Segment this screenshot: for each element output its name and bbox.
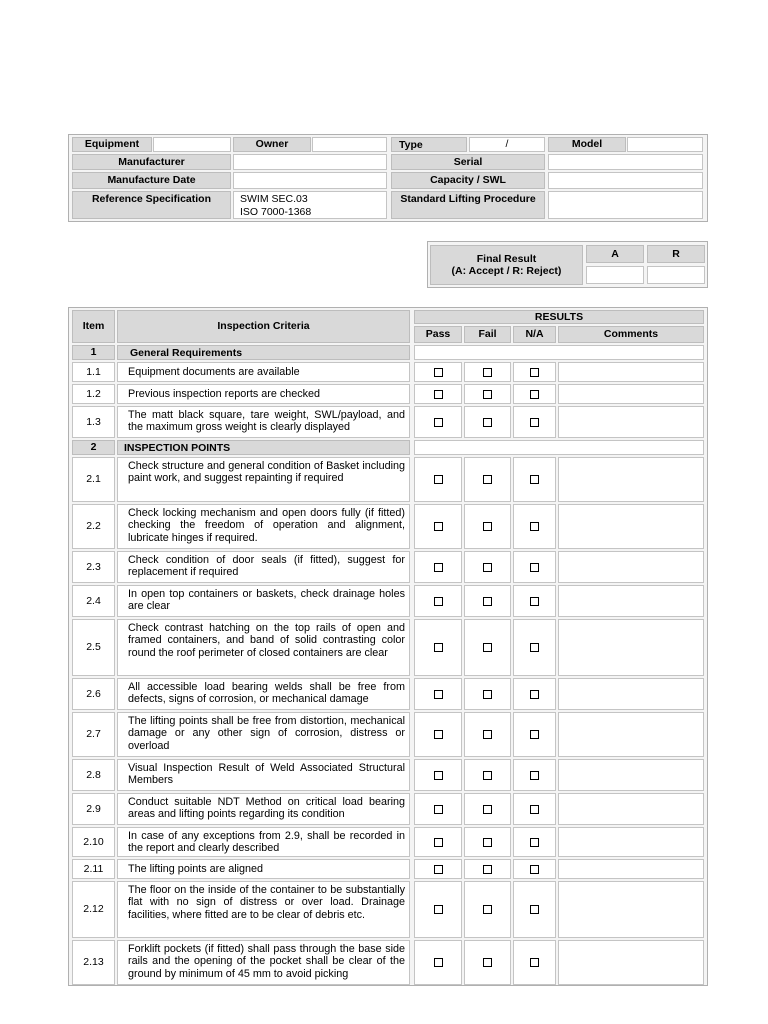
checkbox-icon[interactable] bbox=[530, 690, 539, 699]
checkbox-icon[interactable] bbox=[434, 905, 443, 914]
owner-label: Owner bbox=[233, 137, 311, 152]
checkbox-icon[interactable] bbox=[483, 805, 492, 814]
fail-checkbox[interactable] bbox=[464, 881, 511, 938]
criteria-text: The matt black square, tare weight, SWL/payload, and the maximum gross weight is clearly displayed bbox=[117, 406, 410, 438]
final-result-title: Final Result bbox=[476, 252, 537, 265]
checkbox-icon[interactable] bbox=[483, 418, 492, 427]
checkbox-icon[interactable] bbox=[530, 390, 539, 399]
checkbox-icon[interactable] bbox=[434, 805, 443, 814]
item-number: 1.3 bbox=[72, 406, 115, 438]
item-number: 1.1 bbox=[72, 362, 115, 382]
reference-spec-value[interactable] bbox=[233, 191, 387, 219]
fail-checkbox[interactable] bbox=[464, 504, 511, 549]
col-criteria-header: Inspection Criteria bbox=[117, 310, 410, 343]
comments-field[interactable] bbox=[558, 678, 704, 710]
criteria-text: All accessible load bearing welds shall be free from defects, signs of corrosion, or mechanical damage bbox=[117, 678, 410, 710]
criteria-text: Equipment documents are available bbox=[117, 362, 410, 382]
section-title: INSPECTION POINTS bbox=[117, 440, 410, 455]
checkbox-icon[interactable] bbox=[530, 905, 539, 914]
criteria-text: Check contrast hatching on the top rails of open and framed containers, and band of solid contrasting color round the roof perimeter of closed containers are clear bbox=[117, 619, 410, 676]
checkbox-icon[interactable] bbox=[483, 475, 492, 484]
manufacture-date-field[interactable] bbox=[233, 172, 387, 189]
final-result-label bbox=[430, 245, 583, 285]
na-checkbox[interactable] bbox=[513, 551, 556, 583]
capacity-field[interactable] bbox=[548, 172, 703, 189]
fail-checkbox[interactable] bbox=[464, 384, 511, 404]
item-number: 2.11 bbox=[72, 859, 115, 879]
checkbox-icon[interactable] bbox=[530, 865, 539, 874]
fail-checkbox[interactable] bbox=[464, 362, 511, 382]
pass-checkbox[interactable] bbox=[414, 678, 462, 710]
pass-checkbox[interactable] bbox=[414, 793, 462, 825]
lifting-procedure-label: Standard Lifting Procedure bbox=[391, 191, 545, 219]
col-item-header: Item bbox=[72, 310, 115, 343]
serial-field[interactable] bbox=[548, 154, 703, 170]
col-comments-header: Comments bbox=[558, 326, 704, 343]
item-number: 2.5 bbox=[72, 619, 115, 676]
na-checkbox[interactable] bbox=[513, 384, 556, 404]
item-number: 2.1 bbox=[72, 457, 115, 502]
checkbox-icon[interactable] bbox=[434, 418, 443, 427]
checkbox-icon[interactable] bbox=[483, 771, 492, 780]
checkbox-icon[interactable] bbox=[434, 771, 443, 780]
fail-checkbox[interactable] bbox=[464, 585, 511, 617]
na-checkbox[interactable] bbox=[513, 881, 556, 938]
checkbox-icon[interactable] bbox=[530, 643, 539, 652]
checkbox-icon[interactable] bbox=[530, 522, 539, 531]
reject-field[interactable] bbox=[647, 266, 705, 284]
na-checkbox[interactable] bbox=[513, 504, 556, 549]
pass-checkbox[interactable] bbox=[414, 585, 462, 617]
pass-checkbox[interactable] bbox=[414, 881, 462, 938]
criteria-text: Check locking mechanism and open doors fully (if fitted) checking the freedom of operation and alignment, lubricate hinges if required. bbox=[117, 504, 410, 549]
pass-checkbox[interactable] bbox=[414, 457, 462, 502]
na-checkbox[interactable] bbox=[513, 759, 556, 791]
comments-field[interactable] bbox=[558, 759, 704, 791]
manufacture-date-label: Manufacture Date bbox=[72, 172, 231, 189]
comments-field[interactable] bbox=[558, 881, 704, 938]
checkbox-icon[interactable] bbox=[530, 771, 539, 780]
checkbox-icon[interactable] bbox=[530, 368, 539, 377]
comments-field[interactable] bbox=[558, 793, 704, 825]
fail-checkbox[interactable] bbox=[464, 827, 511, 857]
checkbox-icon[interactable] bbox=[434, 597, 443, 606]
pass-checkbox[interactable] bbox=[414, 406, 462, 438]
criteria-text: In open top containers or baskets, check drainage holes are clear bbox=[117, 585, 410, 617]
item-number: 2.2 bbox=[72, 504, 115, 549]
comments-field[interactable] bbox=[558, 712, 704, 757]
checkbox-icon[interactable] bbox=[434, 690, 443, 699]
comments-field[interactable] bbox=[558, 457, 704, 502]
section-results-blank bbox=[414, 345, 704, 360]
na-checkbox[interactable] bbox=[513, 793, 556, 825]
checkbox-icon[interactable] bbox=[483, 905, 492, 914]
checkbox-icon[interactable] bbox=[483, 838, 492, 847]
accept-field[interactable] bbox=[586, 266, 644, 284]
criteria-text: In case of any exceptions from 2.9, shall be recorded in the report and clearly described bbox=[117, 827, 410, 857]
pass-checkbox[interactable] bbox=[414, 859, 462, 879]
checkbox-icon[interactable] bbox=[530, 958, 539, 967]
comments-field[interactable] bbox=[558, 827, 704, 857]
comments-field[interactable] bbox=[558, 384, 704, 404]
comments-field[interactable] bbox=[558, 619, 704, 676]
comments-field[interactable] bbox=[558, 551, 704, 583]
checkbox-icon[interactable] bbox=[434, 730, 443, 739]
reference-spec-line-1: SWIM SEC.03 bbox=[240, 193, 308, 205]
comments-field[interactable] bbox=[558, 585, 704, 617]
item-number: 1.2 bbox=[72, 384, 115, 404]
section-title: General Requirements bbox=[117, 345, 410, 360]
section-number: 2 bbox=[72, 440, 115, 455]
checkbox-icon[interactable] bbox=[434, 390, 443, 399]
checkbox-icon[interactable] bbox=[530, 597, 539, 606]
fail-checkbox[interactable] bbox=[464, 619, 511, 676]
criteria-text: Check structure and general condition of Basket including paint work, and suggest repainting if required bbox=[117, 457, 410, 502]
criteria-text: The lifting points are aligned bbox=[117, 859, 410, 879]
type-label: Type bbox=[391, 137, 467, 152]
fail-checkbox[interactable] bbox=[464, 759, 511, 791]
fail-checkbox[interactable] bbox=[464, 712, 511, 757]
na-checkbox[interactable] bbox=[513, 406, 556, 438]
criteria-text: Visual Inspection Result of Weld Associated Structural Members bbox=[117, 759, 410, 791]
checkbox-icon[interactable] bbox=[434, 865, 443, 874]
pass-checkbox[interactable] bbox=[414, 712, 462, 757]
criteria-text: Forklift pockets (if fitted) shall pass through the base side rails and the opening of the pocket shall be clear of the ground by minimum of 45 mm to avoid picking bbox=[117, 940, 410, 985]
lifting-procedure-field[interactable] bbox=[548, 191, 703, 219]
checkbox-icon[interactable] bbox=[483, 643, 492, 652]
checkbox-icon[interactable] bbox=[434, 563, 443, 572]
item-number: 2.13 bbox=[72, 940, 115, 985]
reference-spec-label: Reference Specification bbox=[72, 191, 231, 219]
item-number: 2.9 bbox=[72, 793, 115, 825]
capacity-label: Capacity / SWL bbox=[391, 172, 545, 189]
na-checkbox[interactable] bbox=[513, 585, 556, 617]
model-label: Model bbox=[548, 137, 626, 152]
checkbox-icon[interactable] bbox=[483, 390, 492, 399]
comments-field[interactable] bbox=[558, 940, 704, 985]
checkbox-icon[interactable] bbox=[530, 563, 539, 572]
na-checkbox[interactable] bbox=[513, 678, 556, 710]
final-result-subtitle: (A: Accept / R: Reject) bbox=[451, 265, 562, 277]
comments-field[interactable] bbox=[558, 362, 704, 382]
col-na-header: N/A bbox=[513, 326, 556, 343]
manufacturer-field[interactable] bbox=[233, 154, 387, 170]
na-checkbox[interactable] bbox=[513, 940, 556, 985]
checkbox-icon[interactable] bbox=[434, 522, 443, 531]
section-results-blank bbox=[414, 440, 704, 455]
col-pass-header: Pass bbox=[414, 326, 462, 343]
fail-checkbox[interactable] bbox=[464, 940, 511, 985]
item-number: 2.4 bbox=[72, 585, 115, 617]
checkbox-icon[interactable] bbox=[530, 805, 539, 814]
pass-checkbox[interactable] bbox=[414, 827, 462, 857]
checkbox-icon[interactable] bbox=[483, 730, 492, 739]
pass-checkbox[interactable] bbox=[414, 940, 462, 985]
equipment-field[interactable] bbox=[153, 137, 231, 152]
accept-label: A bbox=[586, 245, 644, 263]
pass-checkbox[interactable] bbox=[414, 384, 462, 404]
fail-checkbox[interactable] bbox=[464, 406, 511, 438]
checkbox-icon[interactable] bbox=[434, 958, 443, 967]
na-checkbox[interactable] bbox=[513, 457, 556, 502]
na-checkbox[interactable] bbox=[513, 859, 556, 879]
comments-field[interactable] bbox=[558, 504, 704, 549]
checkbox-icon[interactable] bbox=[483, 865, 492, 874]
na-checkbox[interactable] bbox=[513, 362, 556, 382]
fail-checkbox[interactable] bbox=[464, 551, 511, 583]
reject-label: R bbox=[647, 245, 705, 263]
pass-checkbox[interactable] bbox=[414, 551, 462, 583]
checkbox-icon[interactable] bbox=[530, 838, 539, 847]
item-number: 2.12 bbox=[72, 881, 115, 938]
pass-checkbox[interactable] bbox=[414, 362, 462, 382]
criteria-text: Conduct suitable NDT Method on critical load bearing areas and lifting points regarding its condition bbox=[117, 793, 410, 825]
criteria-text: Previous inspection reports are checked bbox=[117, 384, 410, 404]
owner-field[interactable] bbox=[312, 137, 387, 152]
reference-spec-line-2: ISO 7000-1368 bbox=[240, 205, 312, 218]
criteria-text: The floor on the inside of the container to be substantially flat with no sign of distress or over load. Drainage facilities, where fitted are to be clear of debris etc. bbox=[117, 881, 410, 938]
equipment-label: Equipment bbox=[72, 137, 152, 152]
checkbox-icon[interactable] bbox=[483, 958, 492, 967]
item-number: 2.8 bbox=[72, 759, 115, 791]
checkbox-icon[interactable] bbox=[530, 730, 539, 739]
item-number: 2.7 bbox=[72, 712, 115, 757]
comments-field[interactable] bbox=[558, 406, 704, 438]
criteria-text: The lifting points shall be free from distortion, mechanical damage or any other sign of corrosion, distress or overload bbox=[117, 712, 410, 757]
model-field[interactable] bbox=[627, 137, 703, 152]
checkbox-icon[interactable] bbox=[434, 838, 443, 847]
fail-checkbox[interactable] bbox=[464, 793, 511, 825]
checkbox-icon[interactable] bbox=[434, 368, 443, 377]
na-checkbox[interactable] bbox=[513, 827, 556, 857]
checkbox-icon[interactable] bbox=[483, 522, 492, 531]
checkbox-icon[interactable] bbox=[530, 475, 539, 484]
fail-checkbox[interactable] bbox=[464, 859, 511, 879]
pass-checkbox[interactable] bbox=[414, 759, 462, 791]
na-checkbox[interactable] bbox=[513, 712, 556, 757]
checkbox-icon[interactable] bbox=[434, 475, 443, 484]
pass-checkbox[interactable] bbox=[414, 619, 462, 676]
checkbox-icon[interactable] bbox=[530, 418, 539, 427]
checkbox-icon[interactable] bbox=[483, 368, 492, 377]
item-number: 2.10 bbox=[72, 827, 115, 857]
col-fail-header: Fail bbox=[464, 326, 511, 343]
section-number: 1 bbox=[72, 345, 115, 360]
criteria-text: Check condition of door seals (if fitted), suggest for replacement if required bbox=[117, 551, 410, 583]
type-field[interactable]: / bbox=[469, 137, 545, 152]
serial-label: Serial bbox=[391, 154, 545, 170]
pass-checkbox[interactable] bbox=[414, 504, 462, 549]
item-number: 2.3 bbox=[72, 551, 115, 583]
manufacturer-label: Manufacturer bbox=[72, 154, 231, 170]
col-results-header: RESULTS bbox=[414, 310, 704, 324]
item-number: 2.6 bbox=[72, 678, 115, 710]
comments-field[interactable] bbox=[558, 859, 704, 879]
fail-checkbox[interactable] bbox=[464, 678, 511, 710]
checkbox-icon[interactable] bbox=[483, 597, 492, 606]
checkbox-icon[interactable] bbox=[434, 643, 443, 652]
fail-checkbox[interactable] bbox=[464, 457, 511, 502]
na-checkbox[interactable] bbox=[513, 619, 556, 676]
checkbox-icon[interactable] bbox=[483, 690, 492, 699]
checkbox-icon[interactable] bbox=[483, 563, 492, 572]
